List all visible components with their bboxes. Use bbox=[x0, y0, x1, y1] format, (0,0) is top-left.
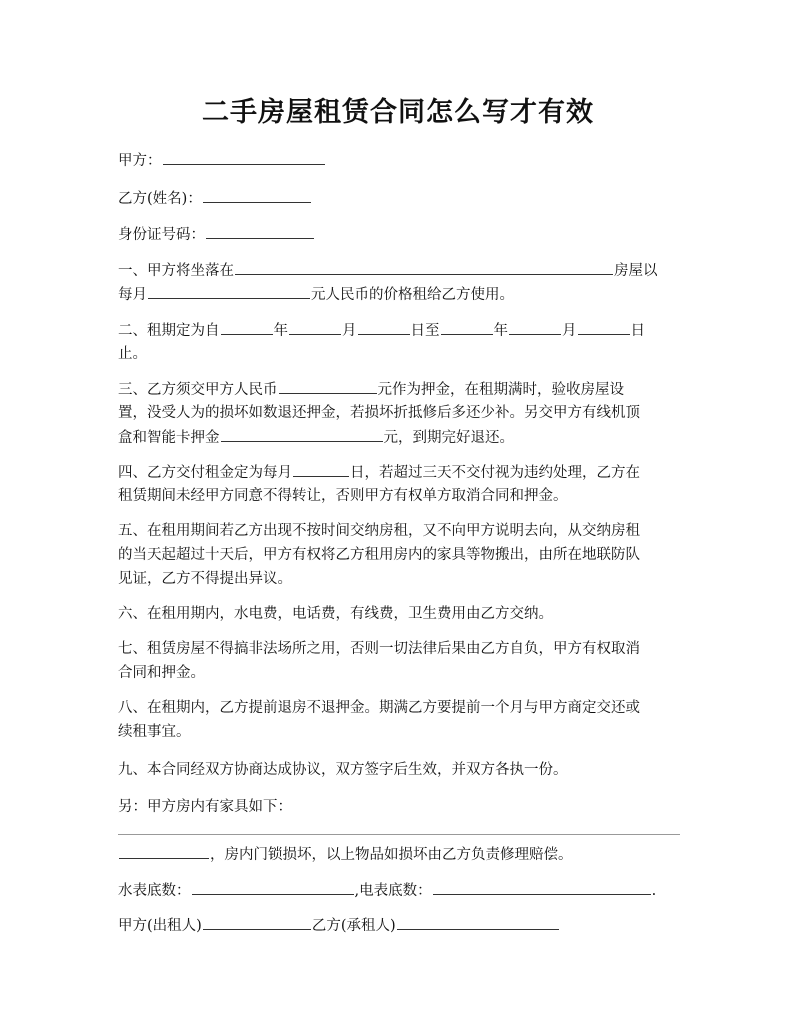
clause-2-month-1: 月 bbox=[342, 323, 357, 339]
clause-2-day-to: 日至 bbox=[410, 323, 440, 339]
clause-8-text-a: 八、在租期内，乙方提前退房不退押金。期满乙方要提前一个月与甲方商定交还或 bbox=[118, 700, 640, 716]
water-meter-label: 水表底数： bbox=[118, 883, 191, 899]
clause-8-line-1 bbox=[118, 697, 680, 719]
id-number-line bbox=[118, 223, 680, 246]
payment-day-blank[interactable] bbox=[293, 461, 349, 477]
clause-7-line-1 bbox=[118, 638, 680, 660]
furniture-label: 另：甲方房内有家具如下： bbox=[118, 799, 292, 815]
clause-9-line bbox=[118, 759, 680, 781]
clause-9-text: 九、本合同经双方协商达成协议，双方签字后生效，并双方各执一份。 bbox=[118, 762, 568, 778]
clause-2-year-2: 年 bbox=[493, 323, 508, 339]
clause-5-line-3 bbox=[118, 568, 680, 590]
furniture-tail-text: ，房内门锁损坏，以上物品如损坏由乙方负责修理赔偿。 bbox=[210, 847, 573, 863]
clause-5-line-1 bbox=[118, 520, 680, 542]
signature-line bbox=[118, 914, 680, 937]
clause-6-text: 六、在租用期内，水电费，电话费，有线费，卫生费用由乙方交纳。 bbox=[118, 606, 553, 622]
clause-5-text-c: 见证，乙方不得提出异议。 bbox=[118, 571, 292, 587]
clause-3-line-1 bbox=[118, 378, 680, 401]
clause-1-text-c: 每月 bbox=[118, 287, 147, 303]
lessor-signature-blank[interactable] bbox=[203, 914, 311, 930]
end-year-blank[interactable] bbox=[441, 319, 493, 335]
end-month-blank[interactable] bbox=[509, 319, 561, 335]
clause-4-text-b: 日，若超过三天不交付视为违约处理，乙方在 bbox=[350, 465, 640, 481]
clause-3-line-3 bbox=[118, 426, 680, 449]
clause-7-line-2 bbox=[118, 662, 680, 684]
party-b-line bbox=[118, 187, 680, 210]
clause-1-text-a: 一、甲方将坐落在 bbox=[118, 263, 234, 279]
clause-2-line-1 bbox=[118, 319, 680, 342]
clause-2-year-1: 年 bbox=[273, 323, 288, 339]
party-b-label: 乙方(姓名)： bbox=[118, 191, 202, 207]
house-location-blank[interactable] bbox=[235, 259, 613, 275]
start-day-blank[interactable] bbox=[358, 319, 410, 335]
clause-3-line-2 bbox=[118, 402, 680, 424]
monthly-rent-blank[interactable] bbox=[148, 283, 310, 299]
furniture-continuation-blank[interactable] bbox=[119, 843, 209, 859]
furniture-list-rule[interactable] bbox=[118, 834, 680, 835]
furniture-label-line bbox=[118, 796, 680, 818]
water-meter-blank[interactable] bbox=[192, 879, 354, 895]
party-a-blank[interactable] bbox=[163, 149, 325, 165]
clause-4-text-a: 四、乙方交付租金定为每月 bbox=[118, 465, 292, 481]
clause-7-text-b: 合同和押金。 bbox=[118, 665, 205, 681]
clause-2-month-2: 月 bbox=[562, 323, 577, 339]
clause-1-text-d: 元人民币的价格租给乙方使用。 bbox=[311, 287, 514, 303]
lessee-signature-blank[interactable] bbox=[397, 914, 559, 930]
clause-2-text-a: 二、租期定为自 bbox=[118, 323, 220, 339]
clause-4-line-1 bbox=[118, 461, 680, 484]
clause-2-end: 止。 bbox=[118, 346, 147, 362]
clause-5-line-2 bbox=[118, 544, 680, 566]
clause-3-text-e: 元，到期完好退还。 bbox=[383, 430, 514, 446]
card-deposit-blank[interactable] bbox=[221, 426, 383, 442]
meter-line-end: . bbox=[651, 883, 657, 899]
id-number-label: 身份证号码： bbox=[118, 227, 205, 243]
start-year-blank[interactable] bbox=[221, 319, 273, 335]
clause-1-text-b: 房屋以 bbox=[614, 263, 658, 279]
clause-4-text-c: 租赁期间未经甲方同意不得转让，否则甲方有权单方取消合同和押金。 bbox=[118, 488, 568, 504]
deposit-blank[interactable] bbox=[279, 378, 377, 394]
clause-8-text-b: 续租事宜。 bbox=[118, 724, 191, 740]
clause-8-line-2 bbox=[118, 721, 680, 743]
start-month-blank[interactable] bbox=[289, 319, 341, 335]
lessee-label: 乙方(承租人) bbox=[311, 918, 396, 934]
clause-3-text-d: 盒和智能卡押金 bbox=[118, 430, 220, 446]
party-a-line bbox=[118, 149, 680, 172]
electric-meter-label: ,电表底数： bbox=[354, 883, 432, 899]
clause-7-text-a: 七、租赁房屋不得搞非法场所之用，否则一切法律后果由乙方自负，甲方有权取消 bbox=[118, 641, 640, 657]
furniture-tail-line bbox=[118, 843, 680, 866]
clause-5-text-a: 五、在租用期间若乙方出现不按时间交纳房租，又不向甲方说明去向，从交纳房租 bbox=[118, 523, 640, 539]
party-b-blank[interactable] bbox=[203, 187, 311, 203]
clause-3-text-a: 三、乙方须交甲方人民币 bbox=[118, 382, 278, 398]
party-a-label: 甲方： bbox=[118, 153, 162, 169]
clause-5-text-b: 的当天起超过十天后，甲方有权将乙方租用房内的家具等物搬出，由所在地联防队 bbox=[118, 547, 640, 563]
clause-2-line-2 bbox=[118, 343, 680, 365]
clause-4-line-2 bbox=[118, 485, 680, 507]
clause-2-day: 日 bbox=[630, 323, 645, 339]
electric-meter-blank[interactable] bbox=[433, 879, 651, 895]
document-title: 二手房屋租赁合同怎么写才有效 bbox=[202, 97, 594, 128]
clause-1-line-2 bbox=[118, 283, 680, 306]
clause-3-text-c: 置，没受人为的损坏如数退还押金，若损坏折抵修后多还少补。另交甲方有线机顶 bbox=[118, 405, 640, 421]
meter-readings-line bbox=[118, 879, 680, 902]
clause-6-line bbox=[118, 603, 680, 625]
lessor-label: 甲方(出租人) bbox=[118, 918, 202, 934]
end-day-blank[interactable] bbox=[578, 319, 630, 335]
clause-1-line-1 bbox=[118, 259, 680, 282]
id-number-blank[interactable] bbox=[206, 223, 314, 239]
clause-3-text-b: 元作为押金，在租期满时，验收房屋设 bbox=[377, 382, 624, 398]
